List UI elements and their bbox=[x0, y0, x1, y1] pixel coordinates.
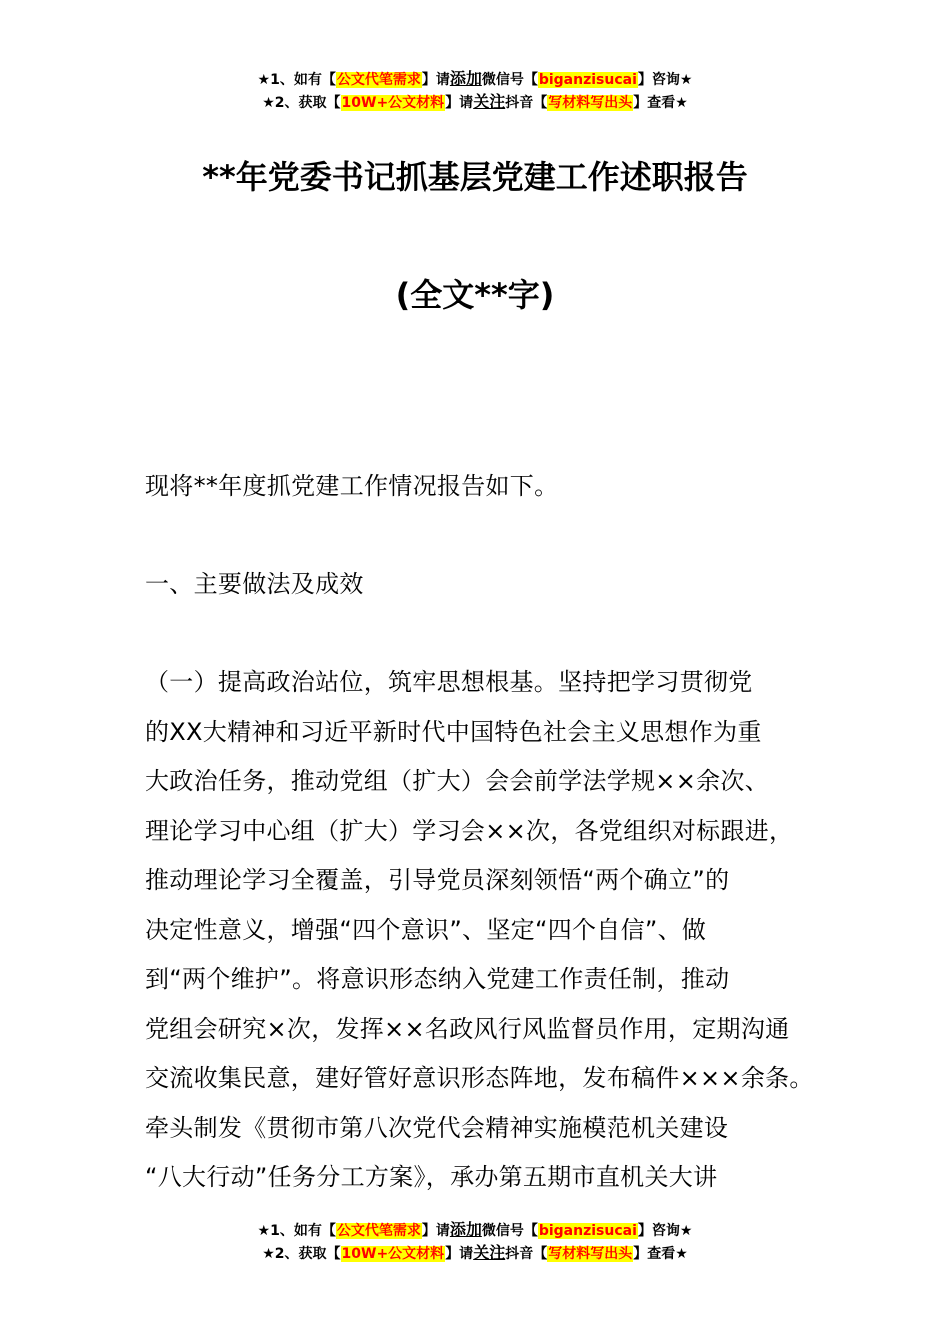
promo-text: 】查看★ bbox=[633, 95, 688, 111]
intro-paragraph: 现将**年度抓党建工作情况报告如下。 bbox=[145, 472, 559, 500]
promo-underlined: 添加 bbox=[449, 69, 482, 88]
section-heading: 一、主要做法及成效 bbox=[145, 570, 364, 598]
promo-text: ★2、获取【 bbox=[262, 1246, 341, 1262]
body-line: 决定性意义，增强“四个意识”、坚定“四个自信”、做 bbox=[145, 915, 707, 944]
body-line: 大政治任务，推动党组（扩大）会会前学法学规××余次、 bbox=[145, 767, 770, 795]
promo-underlined: 关注 bbox=[473, 1243, 506, 1262]
body-line: 推动理论学习全覆盖，引导党员深刻领悟“两个确立”的 bbox=[145, 866, 730, 894]
body-line: 到“两个维护”。将意识形态纳入党建工作责任制，推动 bbox=[145, 965, 730, 993]
body-line: （一）提高政治站位，筑牢思想根基。坚持把学习贯彻党 bbox=[145, 668, 753, 696]
body-paragraph bbox=[145, 658, 835, 1203]
promo-highlight: 10W+公文材料 bbox=[341, 95, 445, 111]
promo-banner-bottom bbox=[0, 1219, 950, 1265]
promo-text: 微信号【 bbox=[481, 72, 538, 88]
promo-banner-top bbox=[0, 68, 950, 114]
promo-highlight: 写材料写出头 bbox=[548, 95, 633, 111]
promo-line-2 bbox=[0, 91, 950, 114]
promo-text: 微信号【 bbox=[481, 1223, 538, 1239]
promo-text: 】查看★ bbox=[633, 1246, 688, 1262]
body-line: 党组会研究×次，发挥××名政风行风监督员作用，定期沟通 bbox=[145, 1014, 790, 1043]
promo-text: 抖音【 bbox=[505, 95, 548, 111]
promo-text: 】请 bbox=[421, 1223, 450, 1239]
body-line: “八大行动”任务分工方案》，承办第五期市直机关大讲 bbox=[145, 1163, 718, 1191]
promo-text: 】咨询★ bbox=[637, 1223, 693, 1239]
promo-line-1 bbox=[0, 68, 950, 91]
promo-text: 抖音【 bbox=[505, 1246, 548, 1262]
body-line: 理论学习中心组（扩大）学习会××次，各党组织对标跟进， bbox=[145, 816, 794, 845]
promo-text: 】请 bbox=[421, 72, 450, 88]
body-line: 的XX大精神和习近平新时代中国特色社会主义思想作为重 bbox=[145, 717, 762, 746]
document-title: **年党委书记抓基层党建工作述职报告 bbox=[202, 158, 748, 196]
promo-highlight: 10W+公文材料 bbox=[341, 1246, 445, 1262]
promo-highlight: 公文代笔需求 bbox=[336, 1223, 421, 1239]
promo-text: ★1、如有【 bbox=[257, 72, 336, 88]
promo-text: ★1、如有【 bbox=[257, 1223, 336, 1239]
promo-text: 】咨询★ bbox=[637, 72, 693, 88]
promo-line-1 bbox=[0, 1219, 950, 1242]
promo-underlined: 添加 bbox=[449, 1220, 482, 1239]
promo-highlight: 写材料写出头 bbox=[548, 1246, 633, 1262]
promo-highlight: 公文代笔需求 bbox=[336, 72, 421, 88]
promo-text: ★2、获取【 bbox=[262, 95, 341, 111]
promo-line-2 bbox=[0, 1242, 950, 1265]
body-line: 牵头制发《贯彻市第八次党代会精神实施模范机关建设 bbox=[145, 1113, 729, 1142]
promo-highlight: biganzisucai bbox=[538, 72, 637, 88]
promo-text: 】请 bbox=[445, 1246, 474, 1262]
body-line: 交流收集民意，建好管好意识形态阵地，发布稿件×××余条。 bbox=[145, 1064, 814, 1092]
document-subtitle: (全文**字) bbox=[395, 276, 555, 314]
promo-underlined: 关注 bbox=[473, 92, 506, 111]
promo-highlight: biganzisucai bbox=[538, 1223, 637, 1239]
promo-text: 】请 bbox=[445, 95, 474, 111]
